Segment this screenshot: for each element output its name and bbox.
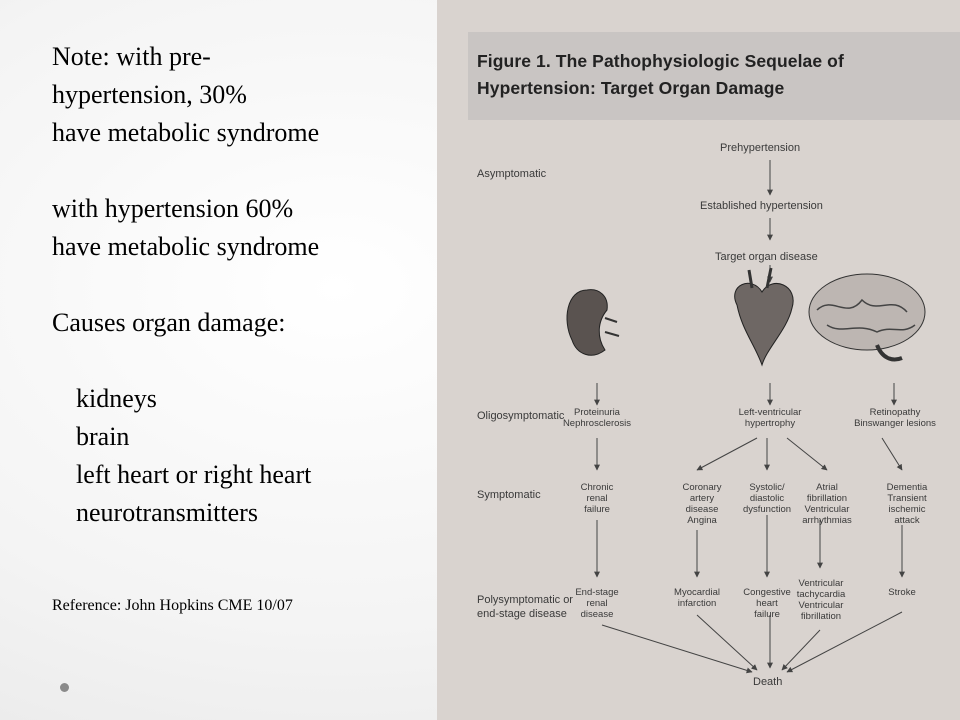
node-prehypertension: Prehypertension (720, 142, 801, 154)
stage-symptomatic: Symptomatic (477, 489, 541, 501)
node-death: Death (753, 676, 783, 688)
organ-item: brain (76, 422, 130, 451)
node-myocardial-infarction: Myocardial infarction (674, 587, 720, 609)
node-established-hypertension: Established hypertension (700, 200, 823, 212)
node-systolic-dysfunction: Systolic/ diastolic dysfunction (742, 482, 792, 515)
note-line: with hypertension 60% (52, 194, 294, 223)
node-dementia: Dementia Transient ischemic attack (886, 482, 928, 526)
node-atrial-fibrillation: Atrial fibrillation Ventricular arrhythmias (802, 482, 852, 526)
node-end-stage-renal-disease: End-stage renal disease (575, 587, 619, 620)
organ-item: left heart or right heart (76, 460, 312, 489)
kidney-icon (567, 290, 619, 356)
node-congestive-heart-failure: Congestive heart failure (743, 587, 791, 620)
brain-icon (809, 274, 925, 359)
stage-oligosymptomatic: Oligosymptomatic (477, 410, 565, 422)
node-stroke: Stroke (888, 587, 916, 598)
note-line: have metabolic syndrome (52, 118, 320, 147)
organ-item: neurotransmitters (76, 498, 258, 527)
organ-item: kidneys (76, 384, 157, 413)
stage-polysymptomatic: Polysymptomatic or end-stage disease (477, 594, 573, 620)
note-line: have metabolic syndrome (52, 232, 320, 261)
stage-asymptomatic: Asymptomatic (477, 168, 547, 180)
node-ventricular-tachycardia: Ventricular tachycardia Ventricular fibrillation (796, 578, 846, 622)
slide-bullet-icon (60, 683, 69, 692)
note-line: Note: with pre- (52, 42, 211, 71)
figure-panel (437, 0, 960, 720)
note-line: hypertension, 30% (52, 80, 247, 109)
node-chronic-renal-failure: Chronic renal failure (580, 482, 614, 515)
node-lvh: Left-ventricular hypertrophy (738, 407, 802, 429)
node-retinopathy: Retinopathy Binswanger lesions (854, 407, 936, 429)
note-line: Causes organ damage: (52, 308, 286, 337)
heart-icon (735, 268, 793, 365)
node-proteinuria: Proteinuria Nephrosclerosis (562, 407, 632, 429)
reference-text: Reference: John Hopkins CME 10/07 (52, 597, 293, 614)
figure-title: Figure 1. The Pathophysiologic Sequelae of Hypertension: Target Organ Damage (477, 51, 844, 98)
node-target-organ-disease: Target organ disease (715, 251, 818, 263)
node-coronary-artery-disease: Coronary artery disease Angina (682, 482, 722, 526)
notes-block (52, 38, 432, 532)
